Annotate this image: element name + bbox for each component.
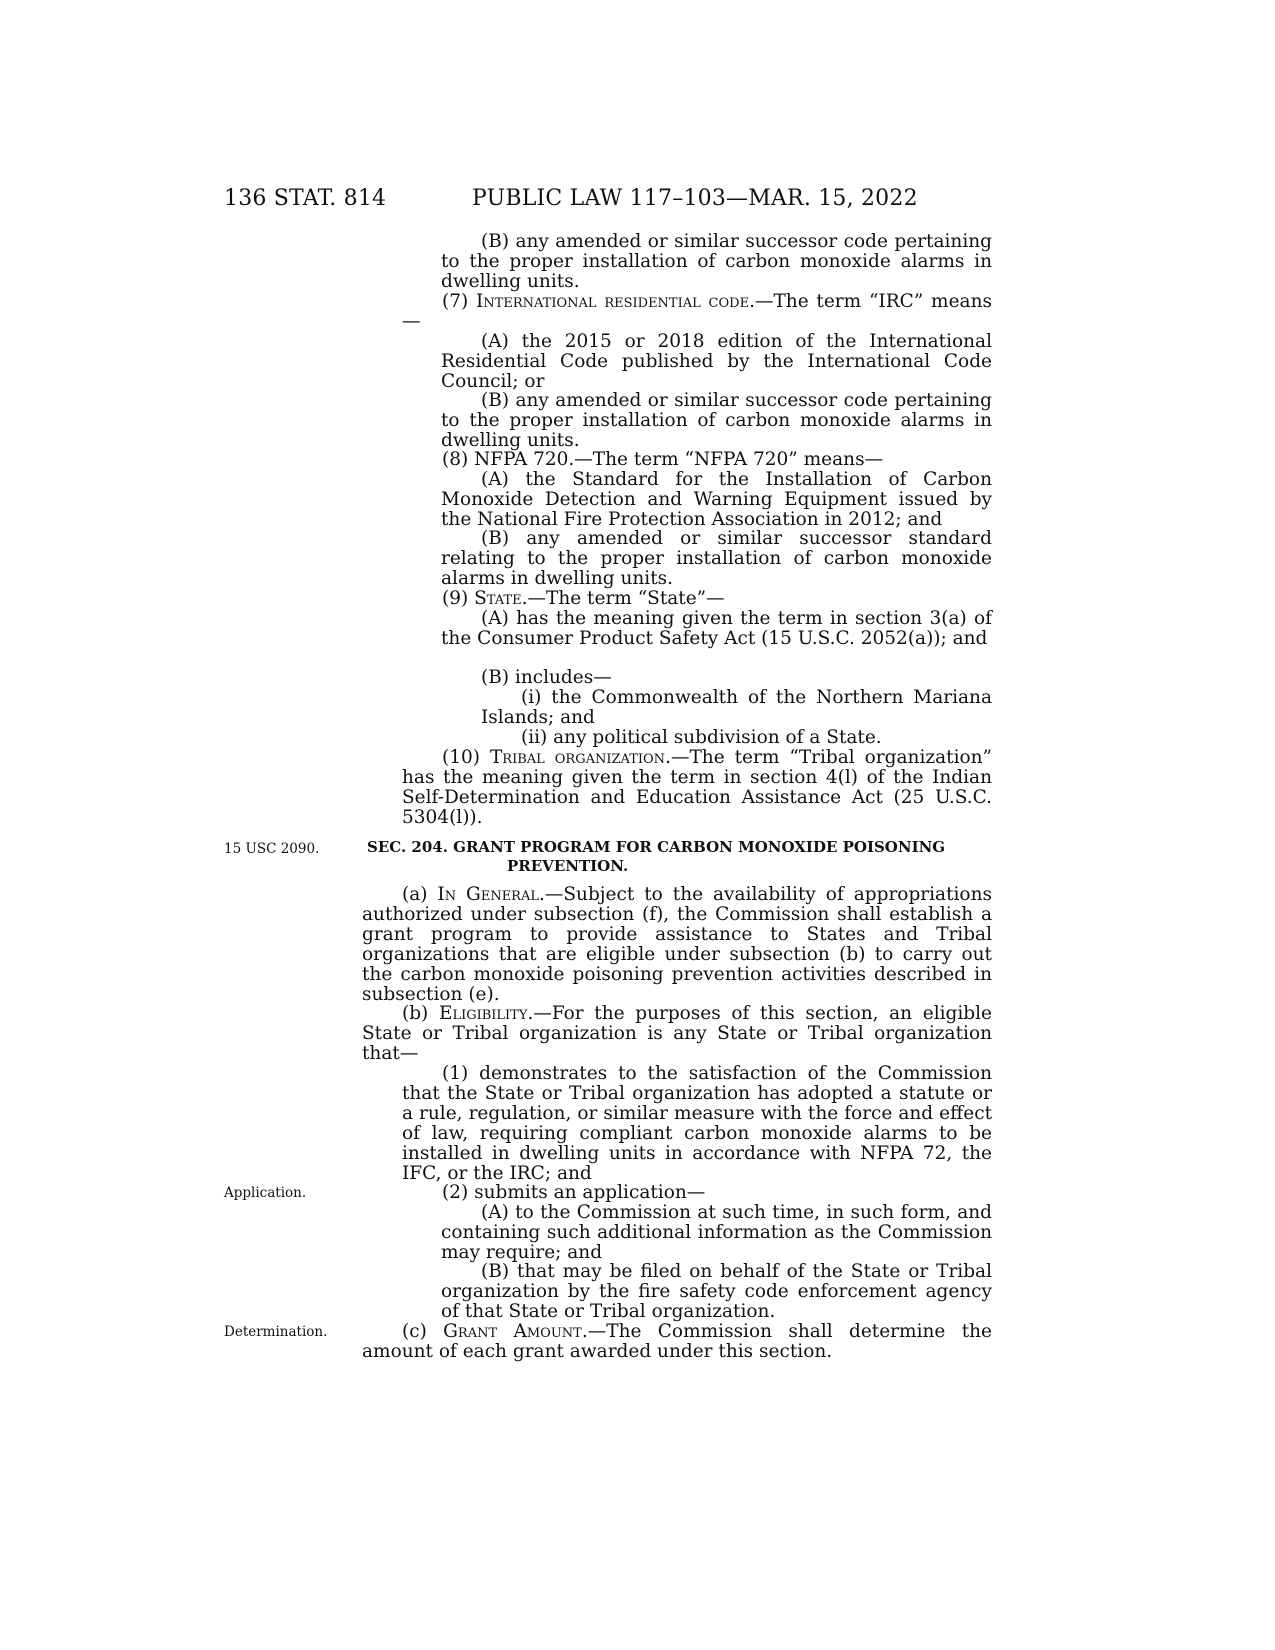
- usc-margin-note: 15 USC 2090.: [224, 841, 320, 857]
- subsection-c-heading: Grant Amount: [443, 1321, 582, 1342]
- subsection-b: (b) Eligibility.—For the purposes of this section, an eligible State or Tribal organization is any State or Tribal organization that—: [362, 1003, 992, 1064]
- application-margin-note: Application.: [224, 1185, 307, 1201]
- subsection-c: (c) Grant Amount.—The Commission shall determine the amount of each grant awarded under this section.: [362, 1321, 992, 1362]
- paragraph-10-heading: Tribal organization: [489, 747, 666, 768]
- paragraph-b2b: (B) that may be filed on behalf of the State or Tribal organization by the fire safety code enforcement agency of that State or Tribal organization.: [441, 1261, 992, 1322]
- paragraph-7b: (B) any amended or similar successor code pertaining to the proper installation of carbon monoxide alarms in dwelling units.: [441, 390, 992, 451]
- paragraph-8b: (B) any amended or similar successor standard relating to the proper installation of carbon monoxide alarms in dwelling units.: [441, 528, 992, 589]
- running-title: PUBLIC LAW 117–103—MAR. 15, 2022: [472, 186, 918, 211]
- paragraph-b1: (1) demonstrates to the satisfaction of the Commission that the State or Tribal organization has adopted a statute or a rule, regulation, or similar measure with the force and effect of law, requiring compliant carbon monoxide alarms to be installed in dwelling units in accordance with NFPA 72, the IFC, or the IRC; and: [402, 1063, 992, 1184]
- paragraph-7a: (A) the 2015 or 2018 edition of the International Residential Code published by the International Code Council; or: [441, 331, 992, 392]
- statute-page-number: 136 STAT. 814: [224, 186, 387, 211]
- clause-9b-i: (i) the Commonwealth of the Northern Mariana Islands; and: [481, 687, 992, 728]
- paragraph-9-heading: State: [474, 588, 522, 609]
- paragraph-9b: (B) includes—: [481, 667, 612, 688]
- paragraph-b2a: (A) to the Commission at such time, in such form, and containing such additional information as the Commission may require; and: [441, 1202, 992, 1263]
- paragraph-b2: (2) submits an application—: [442, 1182, 706, 1203]
- section-heading: SEC. 204. GRANT PROGRAM FOR CARBON MONOXIDE POISONING PREVENTION.: [367, 838, 946, 875]
- paragraph-7-heading: International residential code: [476, 291, 750, 312]
- subsection-a: (a) In General.—Subject to the availability of appropriations authorized under subsection (f), the Commission shall establish a grant program to provide assistance to States and Tribal organizations that are eligible under subsection (b) to carry out the carbon monoxide poisoning prevention activities described in subsection (e).: [362, 884, 992, 1005]
- determination-margin-note: Determination.: [224, 1324, 328, 1340]
- paragraph-7: (7) International residential code.—The term “IRC” means—: [402, 291, 992, 332]
- subsection-b-heading: Eligibility: [438, 1003, 528, 1024]
- paragraph-6b: (B) any amended or similar successor code pertaining to the proper installation of carbon monoxide alarms in dwelling units.: [441, 231, 992, 292]
- paragraph-10: (10) Tribal organization.—The term “Tribal organization” has the meaning given the term in section 4(l) of the Indian Self-Determination and Education Assistance Act (25 U.S.C. 5304(l)).: [402, 747, 992, 828]
- clause-9b-ii: (ii) any political subdivision of a State.: [521, 727, 882, 748]
- paragraph-9a: (A) has the meaning given the term in section 3(a) of the Consumer Product Safety Act (15 U.S.C. 2052(a)); and: [441, 608, 992, 649]
- paragraph-8: (8) NFPA 720.—The term “NFPA 720” means—: [442, 449, 884, 470]
- subsection-a-heading: In General: [437, 884, 539, 905]
- paragraph-9: (9) State.—The term “State”—: [442, 588, 725, 609]
- paragraph-8a: (A) the Standard for the Installation of Carbon Monoxide Detection and Warning Equipment issued by the National Fire Protection Association in 2012; and: [441, 469, 992, 530]
